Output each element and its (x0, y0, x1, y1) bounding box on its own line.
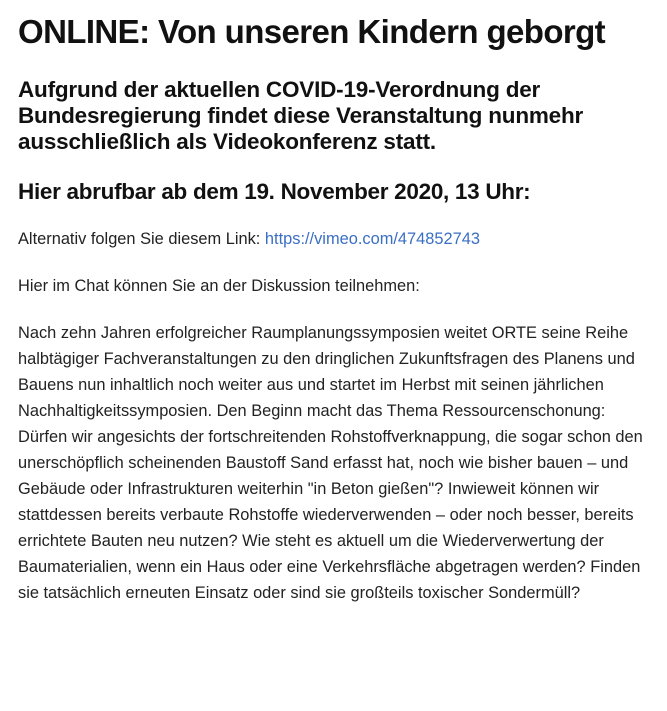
availability-heading: Hier abrufbar ab dem 19. November 2020, 13 Uhr: (18, 179, 531, 204)
chat-intro-text: Hier im Chat können Sie an der Diskussion teilnehmen: (18, 277, 420, 295)
alternative-link-prefix: Alternativ folgen Sie diesem Link: (18, 230, 265, 248)
vimeo-link[interactable]: https://vimeo.com/474852743 (264, 230, 480, 248)
covid-notice: Aufgrund der aktuellen COVID-19-Verordnung der Bundesregierung findet diese Veranstaltung nunmehr ausschließlich als Videokonferenz statt. (18, 77, 584, 154)
page-title: ONLINE: Von unseren Kindern geborgt (18, 13, 606, 50)
alternative-link-paragraph (18, 226, 657, 252)
event-description: Nach zehn Jahren erfolgreicher Raumplanungssymposien weitet ORTE seine Reihe halbtägiger Fachveranstaltungen zu den dringlichen Zukunftsfragen des Planens und Bauens nun inhaltlich noch weiter aus und startet im Herbst mit seinen jährlichen Nachhaltigkeitssymposien. Den Beginn macht das Thema Ressourcenschonung: Dürfen wir angesichts der fortschreitenden Rohstoffverknappung, die sogar schon den unerschöpflich scheinenden Baustoff Sand erfasst hat, noch wie bisher bauen – und Gebäude oder Infrastrukturen weiterhin "in Beton gießen"? Inwieweit können wir stattdessen bereits verbaute Rohstoffe wiederverwenden – oder noch besser, bereits errichtete Bauten neu nutzen? Wie steht es aktuell um die Wiederverwertung der Baumaterialien, wenn ein Haus oder eine Verkehrsfläche abgetragen werden? Finden sie tatsächlich erneuten Einsatz oder sind sie großteils toxischer Sondermüll? (18, 324, 643, 602)
